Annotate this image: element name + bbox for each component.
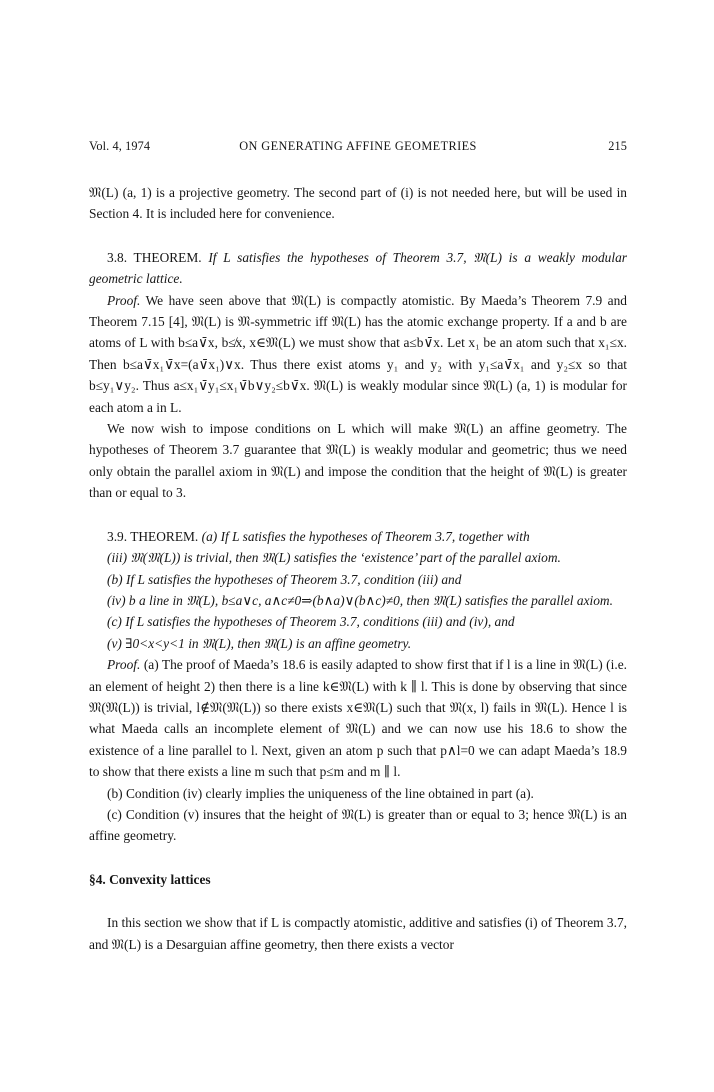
proof-3-8-text: We have seen above that 𝔐(L) is compactly atomistic. By Maeda’s Theorem 7.9 and Theorem 7.15 [4], 𝔐(L) is 𝔐-symmetric iff 𝔐(L) has the atomic exchange property. If a and b are atoms of L with b≤a∨̄x, b≰x, x∈𝔐(L) we must show that a≤b∨̄x. Let x₁ be an atom such that x₁≤x. Then b≤a∨̄x₁∨̄x=(a∨̄x₁)∨x. Thus there exist atoms y₁ and y₂ with y₁≤a∨̄x₁ and y₂≤x so that b≤y₁∨y₂. Thus a≤x₁∨̄y₁≤x₁∨̄b∨y₂≤b∨̄x. 𝔐(L) is weakly modular since 𝔐(L) (a, 1) is modular for each atom a in L. — [89, 292, 627, 415]
running-header — [89, 139, 627, 157]
condition-iv-text: (iv) b a line in 𝔐(L), b≤a∨c, a∧c≠0⇒(b∧a)∨(b∧c)≠0, then 𝔐(L) satisfies the parallel axiom. — [107, 592, 613, 608]
page-body — [89, 182, 627, 955]
paragraph-continuation: 𝔐(L) (a, 1) is a projective geometry. The second part of (i) is not needed here, but will be used in Section 4. It is included here for convenience. — [89, 185, 627, 222]
condition-iii-text: (iii) 𝔐(𝔐(L)) is trivial, then 𝔐(L) satisfies the ‘existence’ part of the parallel axiom. — [107, 550, 561, 566]
theorem-3-8-head: 3.8. THEOREM. — [107, 249, 202, 265]
theorem-3-9-condition-v — [89, 633, 627, 654]
proof-3-8 — [89, 290, 627, 418]
running-title: ON GENERATING AFFINE GEOMETRIES — [239, 139, 477, 153]
volume-label: Vol. 4, 1974 — [89, 139, 151, 153]
condition-v-text: (v) ∃0<x<y<1 in 𝔐(L), then 𝔐(L) is an affine geometry. — [107, 635, 412, 651]
theorem-3-9 — [89, 526, 627, 547]
paragraph-affine-conditions: We now wish to impose conditions on L which will make 𝔐(L) an affine geometry. The hypotheses of Theorem 3.7 guarantee that 𝔐(L) is weakly modular and geometric; thus we need only obtain the parallel axiom in 𝔐(L) and impose the condition that the height of 𝔐(L) is greater than or equal to 3. — [89, 421, 627, 501]
theorem-3-8 — [89, 247, 627, 290]
proof-3-9-b: (b) Condition (iv) clearly implies the uniqueness of the line obtained in part (a). — [107, 785, 534, 801]
proof-3-9-a-text: (a) The proof of Maeda’s 18.6 is easily adapted to show first that if l is a line in 𝔐(L) (i.e. an element of height 2) then there is a line k∈𝔐(L) with k ∥ l. This is done by observing that since 𝔐(𝔐(L)) is trivial, l∉𝔐(𝔐(L)) so there exists x∈𝔐(L) such that 𝔐(x, l) fails in 𝔐(L). Hence l is what Maeda calls an incomplete element of 𝔐(L) and we can now use his 18.6 to show the existence of a line parallel to l. Next, given an atom p such that p∧l=0 we can adapt Maeda’s 18.9 to show that there exists a line m such that p≤m and m ∥ l. — [89, 657, 627, 780]
proof-3-9-c: (c) Condition (v) insures that the height of 𝔐(L) is greater than or equal to 3; hence 𝔐(L) is an affine geometry. — [89, 806, 627, 844]
theorem-3-9-part-c — [89, 611, 627, 632]
theorem-3-9-head: 3.9. THEOREM. — [107, 528, 199, 544]
theorem-3-9-part-b — [89, 569, 627, 590]
part-b-text: (b) If L satisfies the hypotheses of Theorem 3.7, condition (iii) and — [107, 571, 462, 587]
part-c-text: (c) If L satisfies the hypotheses of Theorem 3.7, conditions (iii) and (iv), and — [107, 614, 515, 630]
section-4-intro: In this section we show that if L is compactly atomistic, additive and satisfies (i) of Theorem 3.7, and 𝔐(L) is a Desarguian affine geometry, then there exists a vector — [89, 915, 627, 952]
theorem-3-9-condition-iv — [89, 590, 627, 611]
theorem-3-9-part-a: (a) If L satisfies the hypotheses of Theorem 3.7, together with — [201, 528, 530, 544]
page-number: 215 — [608, 139, 627, 153]
proof-3-9-a — [89, 654, 627, 782]
theorem-3-9-condition-iii — [89, 547, 627, 568]
proof-label: Proof. — [107, 292, 141, 308]
proof-label: Proof. — [107, 657, 141, 673]
theorem-3-8-statement: If L satisfies the hypotheses of Theorem 3.7, 𝔐(L) is a weakly modular geometric lattice. — [89, 249, 627, 287]
section-4-heading: §4. Convexity lattices — [89, 871, 211, 887]
